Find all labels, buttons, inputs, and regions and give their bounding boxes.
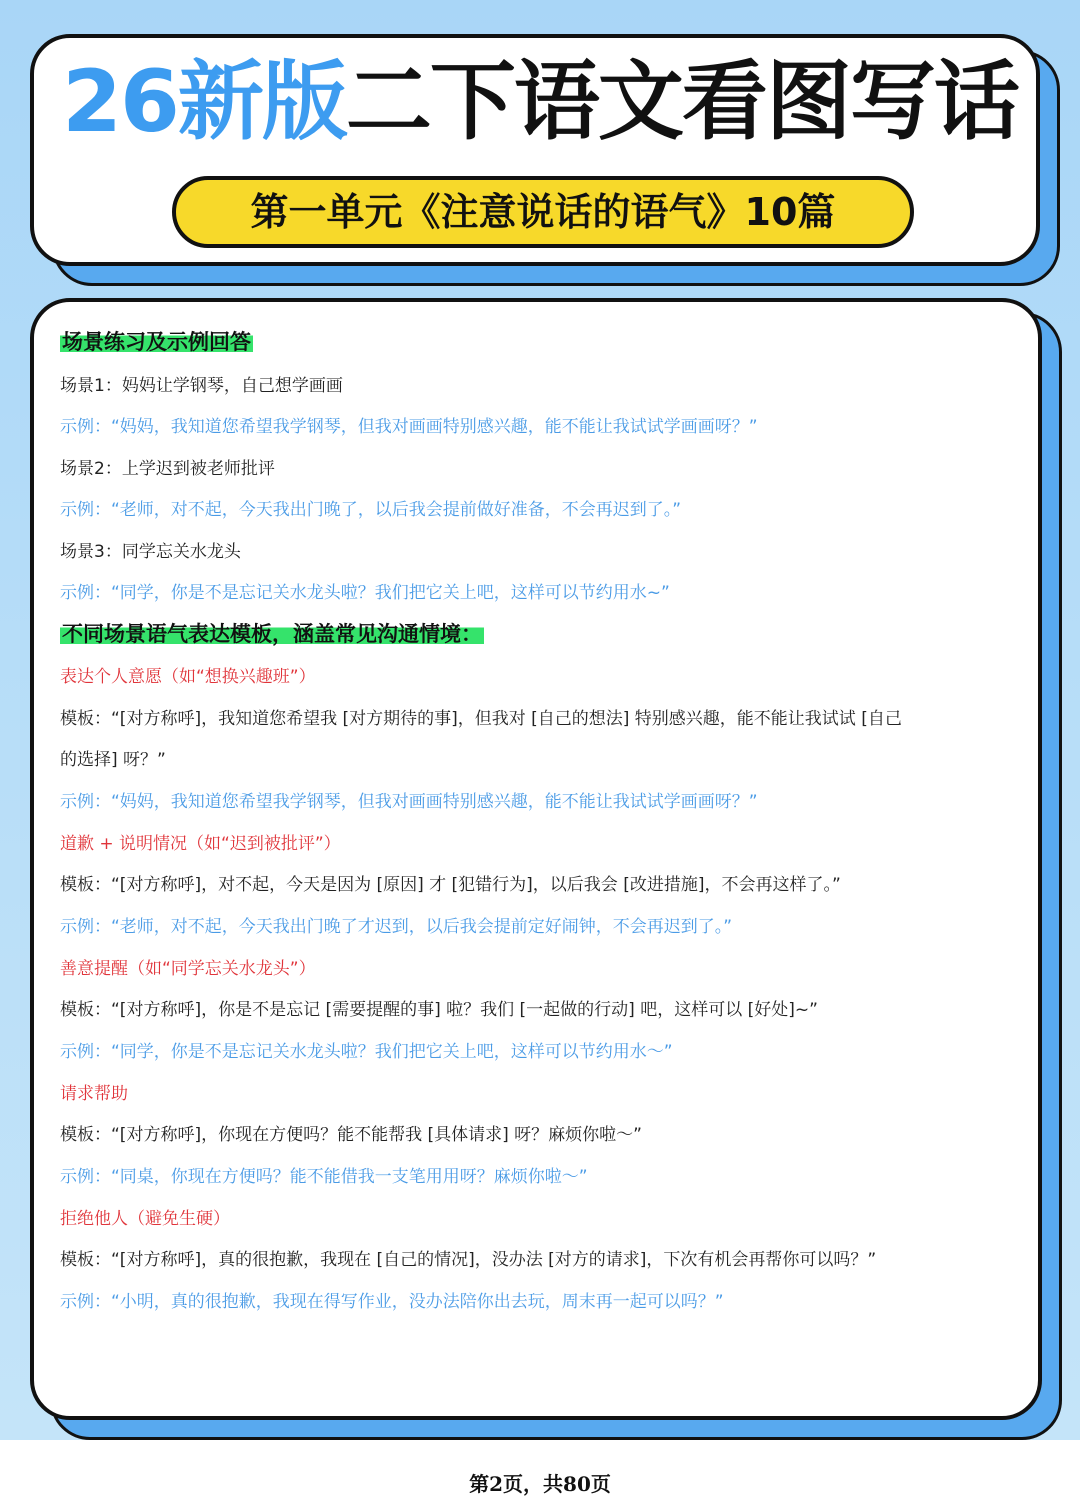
section-heading-scenarios: 场景练习及示例回答 bbox=[62, 330, 251, 354]
scenario-3: 场景3：同学忘关水龙头 bbox=[60, 542, 241, 562]
example-line: 示例：“同桌，你现在方便吗？能不能借我一支笔用用呀？麻烦你啦～” bbox=[60, 1167, 588, 1187]
scenario-2: 场景2：上学迟到被老师批评 bbox=[60, 459, 275, 479]
template-line: 模板：“[对方称呼]，对不起，今天是因为 [原因] 才 [犯错行为]，以后我会 [改进措施]，不会再这样了。” bbox=[60, 875, 841, 895]
template-line: 模板：“[对方称呼]，你现在方便吗？能不能帮我 [具体请求] 呀？麻烦你啦～” bbox=[60, 1125, 642, 1145]
subtitle-pill: 第一单元《注意说话的语气》10篇 bbox=[172, 176, 914, 248]
template-heading-help: 请求帮助 bbox=[60, 1084, 128, 1104]
template-heading-refusal: 拒绝他人（避免生硬） bbox=[60, 1209, 230, 1229]
template-heading-willingness: 表达个人意愿（如“想换兴趣班”） bbox=[60, 667, 316, 687]
title-main: 二下语文看图写话 bbox=[345, 52, 1018, 152]
page-number: 第2页，共80页 bbox=[469, 1472, 611, 1496]
example-line: 示例：“老师，对不起，今天我出门晚了才迟到，以后我会提前定好闹钟，不会再迟到了。” bbox=[60, 917, 733, 937]
scenario-3-example: 示例：“同学，你是不是忘记关水龙头啦？我们把它关上吧，这样可以节约用水~” bbox=[60, 583, 670, 603]
scenario-1: 场景1：妈妈让学钢琴，自己想学画画 bbox=[60, 376, 343, 396]
template-heading-apology: 道歉 + 说明情况（如“迟到被批评”） bbox=[60, 834, 341, 854]
example-line: 示例：“同学，你是不是忘记关水龙头啦？我们把它关上吧，这样可以节约用水～” bbox=[60, 1042, 673, 1062]
template-line: 模板：“[对方称呼]，我知道您希望我 [对方期待的事]，但我对 [自己的想法] 特别感兴趣，能不能让我试试 [自己 bbox=[60, 709, 902, 729]
template-line: 模板：“[对方称呼]，你是不是忘记 [需要提醒的事] 啦？我们 [一起做的行动] 吧，这样可以 [好处]~” bbox=[60, 1000, 818, 1020]
template-line: 模板：“[对方称呼]，真的很抱歉，我现在 [自己的情况]，没办法 [对方的请求]，下次有机会再帮你可以吗？” bbox=[60, 1250, 877, 1270]
example-line: 示例：“妈妈，我知道您希望我学钢琴，但我对画画特别感兴趣，能不能让我试试学画画呀？” bbox=[60, 792, 758, 812]
scenario-2-example: 示例：“老师，对不起，今天我出门晚了，以后我会提前做好准备，不会再迟到了。” bbox=[60, 500, 682, 520]
example-line: 示例：“小明，真的很抱歉，我现在得写作业，没办法陪你出去玩，周末再一起可以吗？” bbox=[60, 1292, 724, 1312]
template-line-continued: 的选择] 呀？” bbox=[60, 750, 166, 770]
page-title bbox=[0, 52, 1080, 152]
scenario-1-example: 示例：“妈妈，我知道您希望我学钢琴，但我对画画特别感兴趣，能不能让我试试学画画呀？” bbox=[60, 417, 758, 437]
title-accent: 26新版 bbox=[62, 52, 346, 152]
section-heading-templates: 不同场景语气表达模板，涵盖常见沟通情境： bbox=[62, 622, 482, 646]
template-heading-reminder: 善意提醒（如“同学忘关水龙头”） bbox=[60, 959, 316, 979]
